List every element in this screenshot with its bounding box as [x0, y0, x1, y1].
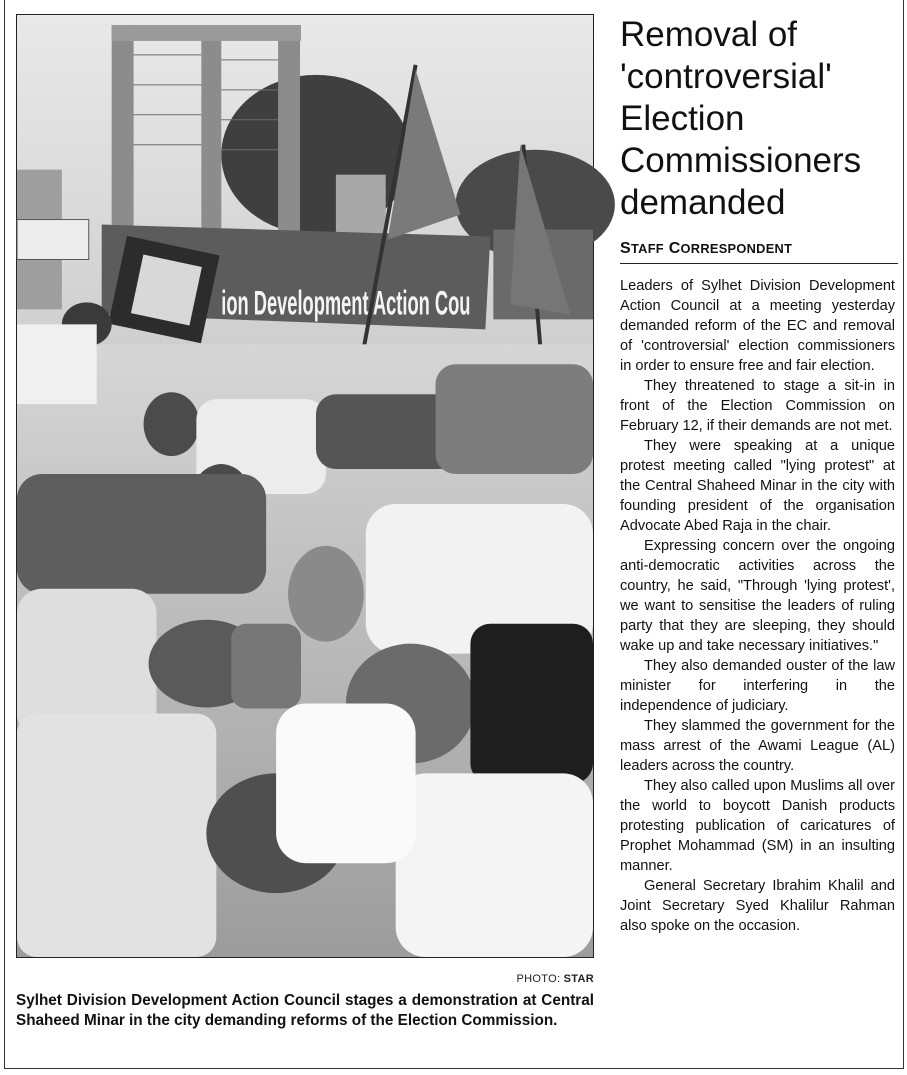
photo-credit [517, 973, 594, 985]
byline-rule [620, 263, 898, 264]
byline-first-word [620, 240, 664, 257]
article-body [620, 276, 895, 936]
article-paragraph: Expressing concern over the ongoing anti-democratic activities across the country, he said, "Through 'lying protest', we want to sensitise the leaders of ruling party that they are sleeping, they should wake up and take necessary initiatives." [620, 538, 895, 654]
news-photo [16, 14, 594, 958]
byline [620, 240, 900, 258]
byline-second-word [669, 240, 793, 257]
page-bottom-rule [4, 1068, 904, 1069]
photo-caption: Sylhet Division Development Action Council stages a demonstration at Central Shaheed Minar in the city demanding reforms of the Election Commission. [16, 992, 594, 1029]
minar-pillar-left [112, 25, 134, 230]
photo-credit-source: STAR [563, 973, 594, 985]
byline-first-rest: TAFF [630, 241, 664, 256]
headline: Removal of 'controversial' Election Commissioners demanded [620, 15, 862, 222]
article-paragraph: They threatened to stage a sit-in in front of the Election Commission on February 12, if their demands are not met. [620, 378, 895, 434]
article-paragraph: They slammed the government for the mass arrest of the Awami League (AL) leaders across the country. [620, 718, 895, 774]
article-paragraph: General Secretary Ibrahim Khalil and Joint Secretary Syed Khalilur Rahman also spoke on the occasion. [620, 878, 895, 934]
page-left-rule [4, 0, 5, 1068]
page-right-rule [903, 0, 904, 1068]
byline-second-rest: ORRESPONDENT [680, 241, 793, 256]
byline-second-initial: C [668, 240, 681, 257]
article-paragraph: They also demanded ouster of the law minister for interfering in the independence of judiciary. [620, 658, 895, 714]
byline-first-initial: S [620, 240, 631, 257]
protest-photo-illustration [17, 15, 593, 957]
banner-text: ion Development Action Cou [221, 284, 471, 323]
article-paragraph: They also called upon Muslims all over the world to boycott Danish products protesting publication of caricatures of Prophet Mohammad (SM) in an insulting manner. [620, 778, 895, 874]
minar-pillar-center [201, 33, 221, 233]
article-paragraph: Leaders of Sylhet Division Development Action Council at a meeting yesterday demanded reform of the EC and removal of 'controversial' election commissioners in order to ensure free and fair election. [620, 278, 895, 374]
article-paragraph: They were speaking at a unique protest meeting called "lying protest" at the Central Shaheed Minar in the city with founding president of the organisation Advocate Abed Raja in the chair. [620, 438, 895, 534]
photo-credit-label: PHOTO: [516, 973, 561, 985]
minar-pillar-right [278, 37, 300, 237]
